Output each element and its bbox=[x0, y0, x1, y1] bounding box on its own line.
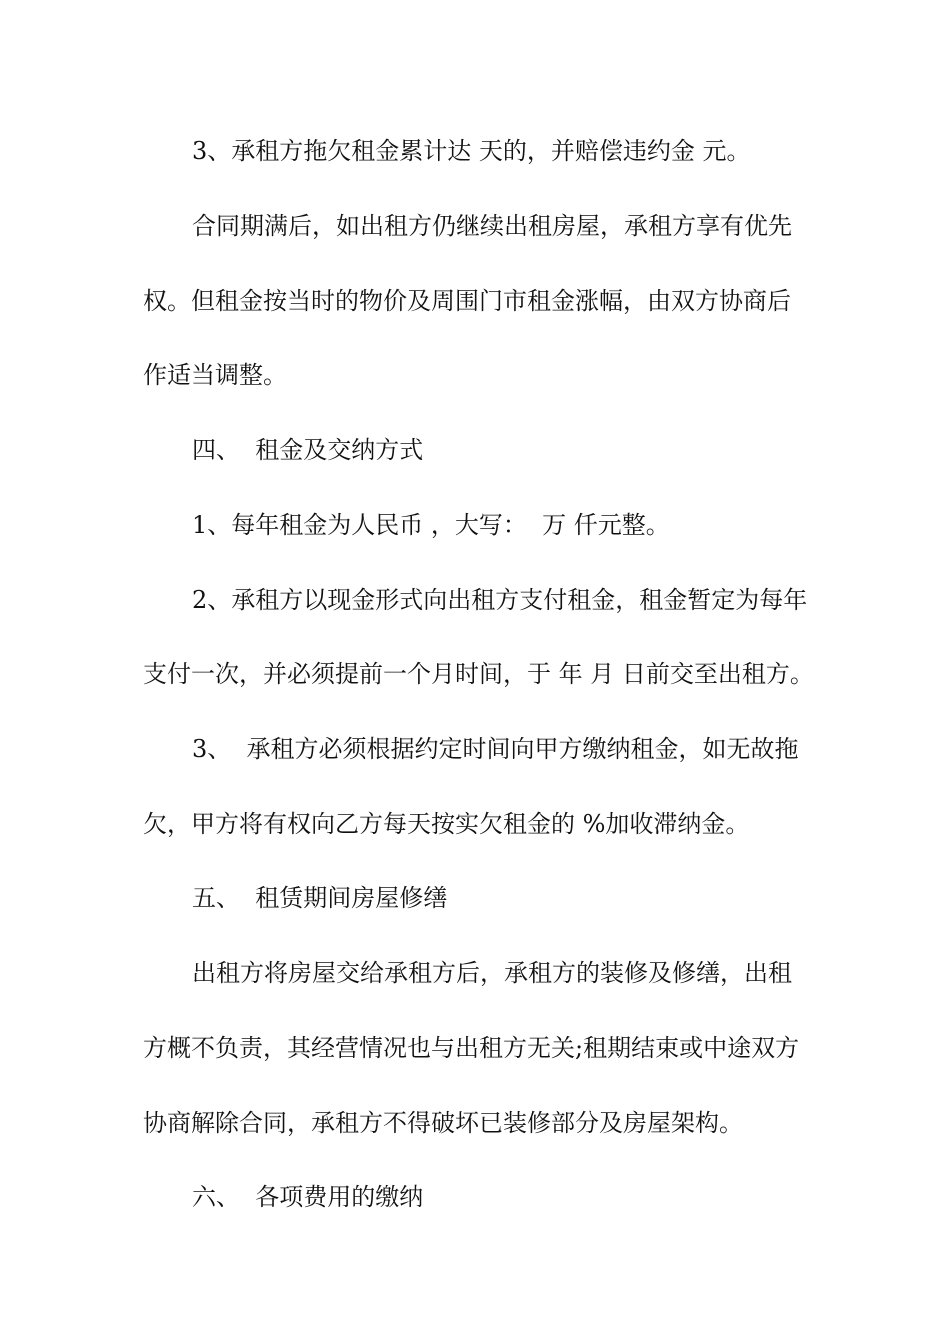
text-line-9: 3、 承租方必须根据约定时间向甲方缴纳租金，如无故拖 bbox=[192, 735, 799, 763]
text-line-1: 3、承租方拖欠租金累计达 天的，并赔偿违约金 元。 bbox=[192, 137, 751, 165]
text-line-10: 欠，甲方将有权向乙方每天按实欠租金的 %加收滞纳金。 bbox=[143, 810, 750, 838]
text-line-12: 出租方将房屋交给承租方后，承租方的装修及修缮，出租 bbox=[192, 959, 792, 987]
section-heading-6: 六、 各项费用的缴纳 bbox=[192, 1183, 424, 1211]
section-heading-4: 四、 租金及交纳方式 bbox=[192, 436, 424, 464]
text-line-6: 1、每年租金为人民币 ，大写： 万 仟元整。 bbox=[192, 511, 670, 539]
text-line-13: 方概不负责，其经营情况也与出租方无关;租期结束或中途双方 bbox=[143, 1034, 800, 1062]
text-line-7: 2、承租方以现金形式向出租方支付租金，租金暂定为每年 bbox=[192, 586, 808, 614]
text-line-3: 权。但租金按当时的物价及周围门市租金涨幅，由双方协商后 bbox=[143, 287, 791, 315]
section-heading-5: 五、 租赁期间房屋修缮 bbox=[192, 884, 448, 912]
text-line-2: 合同期满后，如出租方仍继续出租房屋，承租方享有优先 bbox=[192, 212, 792, 240]
text-line-14: 协商解除合同，承租方不得破坏已装修部分及房屋架构。 bbox=[143, 1109, 743, 1137]
text-line-4: 作适当调整。 bbox=[143, 361, 287, 389]
text-line-8: 支付一次，并必须提前一个月时间，于 年 月 日前交至出租方。 bbox=[143, 660, 814, 688]
